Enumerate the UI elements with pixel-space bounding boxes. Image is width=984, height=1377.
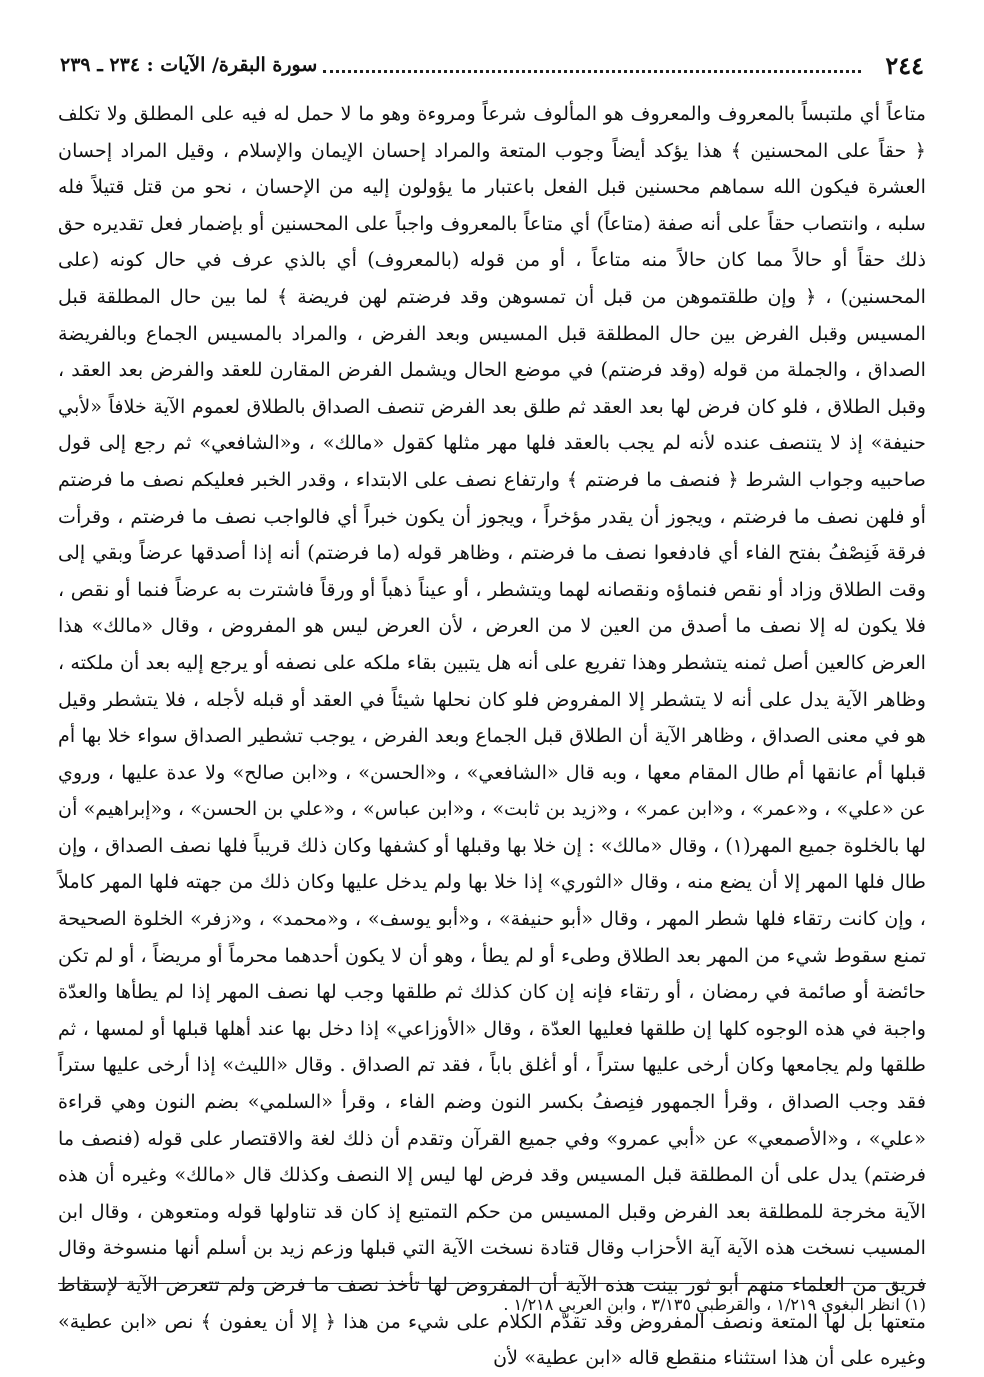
running-title: سورة البقرة/ الآيات : ٢٣٤ ـ ٢٣٩: [60, 54, 318, 76]
footnote: (١) انظر البغوي ١/٢١٩ ، والقرطبي ٣/١٣٥ ، وابن العربي ١/٢١٨ .: [503, 1295, 926, 1314]
footnote-separator: [58, 1283, 926, 1284]
dotted-leader: [323, 70, 861, 73]
page-number: ٢٤٤: [885, 50, 924, 80]
page-header: [60, 44, 924, 86]
commentary-paragraph: متاعاً أي ملتبساً بالمعروف والمعروف هو المألوف شرعاً ومروءة وهو ما لا حمل له فيه على المطلق ولا تكلف ﴿ حقاً على المحسنين ﴾ هذا يؤكد أيضاً وجوب المتعة والمراد إحسان الإيمان والإسلام ، وقيل المراد إحسان العشرة فيكون الله سماهم محسنين قبل الفعل باعتبار ما يؤولون إليه من الإحسان ، نحو من قتل قتيلاً فله سلبه ، وانتصاب حقاً على أنه صفة (متاعاً) أي متاعاً بالمعروف واجباً على المحسنين أو بإضمار فعل تقديره حق ذلك حقاً أو حالاً مما كان حالاً منه متاعاً ، أو من قوله (بالمعروف) أي بالذي عرف في حال كونه (على المحسنين) ، ﴿ وإن طلقتموهن من قبل أن تمسوهن وقد فرضتم لهن فريضة ﴾ لما بين حال المطلقة قبل المسيس وقبل الفرض بين حال المطلقة قبل المسيس وبعد الفرض ، والمراد بالمسيس الجماع وبالفريضة الصداق ، والجملة من قوله (وقد فرضتم) في موضع الحال ويشمل الفرض المقارن للعقد والفرض بعد العقد ، وقبل الطلاق ، فلو كان فرض لها بعد العقد ثم طلق بعد الفرض تنصف الصداق بالطلاق لعموم الآية خلافاً «لأبي حنيفة» إذ لا يتنصف عنده لأنه لم يجب بالعقد فلها مهر مثلها كقول «مالك» ، و«الشافعي» ثم رجع إلى قول صاحبيه وجواب الشرط ﴿ فنصف ما فرضتم ﴾ وارتفاع نصف على الابتداء ، وقدر الخبر فعليكم نصف ما فرضتم أو فلهن نصف ما فرضتم ، ويجوز أن يقدر مؤخراً ، ويجوز أن يكون خبراً أي فالواجب نصف ما فرضتم ، وقرأت فرقة فَنِصْفُ بفتح الفاء أي فادفعوا نصف ما فرضتم ، وظاهر قوله (ما فرضتم) أنه إذا أصدقها عرضاً وبقي إلى وقت الطلاق وزاد أو نقص فنماؤه ونقصانه لهما ويتشطر ، أو عيناً ذهباً أو ورقاً فاشترت به عرضاً فنما أو نقص ، فلا يكون له إلا نصف ما أصدق من العين لا من العرض ، لأن العرض ليس هو المفروض ، وقال «مالك» هذا العرض كالعين أصل ثمنه يتشطر وهذا تفريع على أنه هل يتبين بقاء ملكه على نصفه أو يرجع إليه بعد أن ملكته ، وظاهر الآية يدل على أنه لا يتشطر إلا المفروض فلو كان نحلها شيئاً في العقد أو قبله لأجله ، فلا يتشطر وقيل هو في معنى الصداق ، وظاهر الآية أن الطلاق قبل الجماع وبعد الفرض ، يوجب تشطير الصداق سواء خلا بها أم قبلها أم عانقها أم طال المقام معها ، وبه قال «الشافعي» ، و«الحسن» ، و«ابن صالح» ولا عدة عليها ، وروي عن «علي» ، و«عمر» ، و«ابن عمر» ، و«زيد بن ثابت» ، و«ابن عباس» ، و«علي بن الحسن» ، و«إبراهيم» أن لها بالخلوة جميع المهر(١) ، وقال «مالك» : إن خلا بها وقبلها أو كشفها وكان ذلك قريباً فلها نصف الصداق ، وإن طال فلها المهر إلا أن يضع منه ، وقال «الثوري» إذا خلا بها ولم يدخل عليها وكان ذلك من جهته فلها المهر كاملاً ، وإن كانت رتقاء فلها شطر المهر ، وقال «أبو حنيفة» ، و«أبو يوسف» ، و«محمد» ، و«زفر» الخلوة الصحيحة تمنع سقوط شيء من المهر بعد الطلاق وطىء أو لم يطأ ، وهو أن لا يكون أحدهما محرماً أو مريضاً ، أو لم تكن حائضة أو صائمة في رمضان ، أو رتقاء فإنه إن كان كذلك ثم طلقها وجب لها نصف المهر إذا لم يطأها والعدّة واجبة في هذه الوجوه كلها إن طلقها فعليها العدّة ، وقال «الأوزاعي» إذا دخل بها عند أهلها قبلها أو لمسها ، ثم طلقها ولم يجامعها وكان أرخى عليها ستراً ، أو أغلق باباً ، فقد تم الصداق . وقال «الليث» إذا أرخى عليها ستراً فقد وجب الصداق ، وقرأ الجمهور فنِصفُ بكسر النون وضم الفاء ، وقرأ «السلمي» بضم النون وهي قراءة «علي» ، و«الأصمعي» عن «أبي عمرو» وفي جميع القرآن وتقدم أن ذلك لغة والاقتصار على قوله (فنصف ما فرضتم) يدل على أن المطلقة قبل المسيس وقد فرض لها ليس إلا النصف وكذلك قال «مالك» وغيره أن هذه الآية مخرجة للمطلقة بعد الفرض وقبل المسيس من حكم التمتيع إذ كان قد تناولها قوله ومتعوهن ، وقال ابن المسيب نسخت هذه الآية آية الأحزاب وقال قتادة نسخت الآية التي قبلها وزعم زيد بن أسلم أنها منسوخة وقال فريق من العلماء منهم أبو ثور بينت هذه الآية أن المفروض لها تأخذ نصف ما فرض ولم تتعرض الآية لإسقاط متعتها بل لها المتعة ونصف المفروض وقد تقدّم الكلام على شيء من هذا ﴿ إلا أن يعفون ﴾ نص «ابن عطية» وغيره على أن هذا استثناء منقطع قاله «ابن عطية» لأن: [58, 102, 926, 1370]
